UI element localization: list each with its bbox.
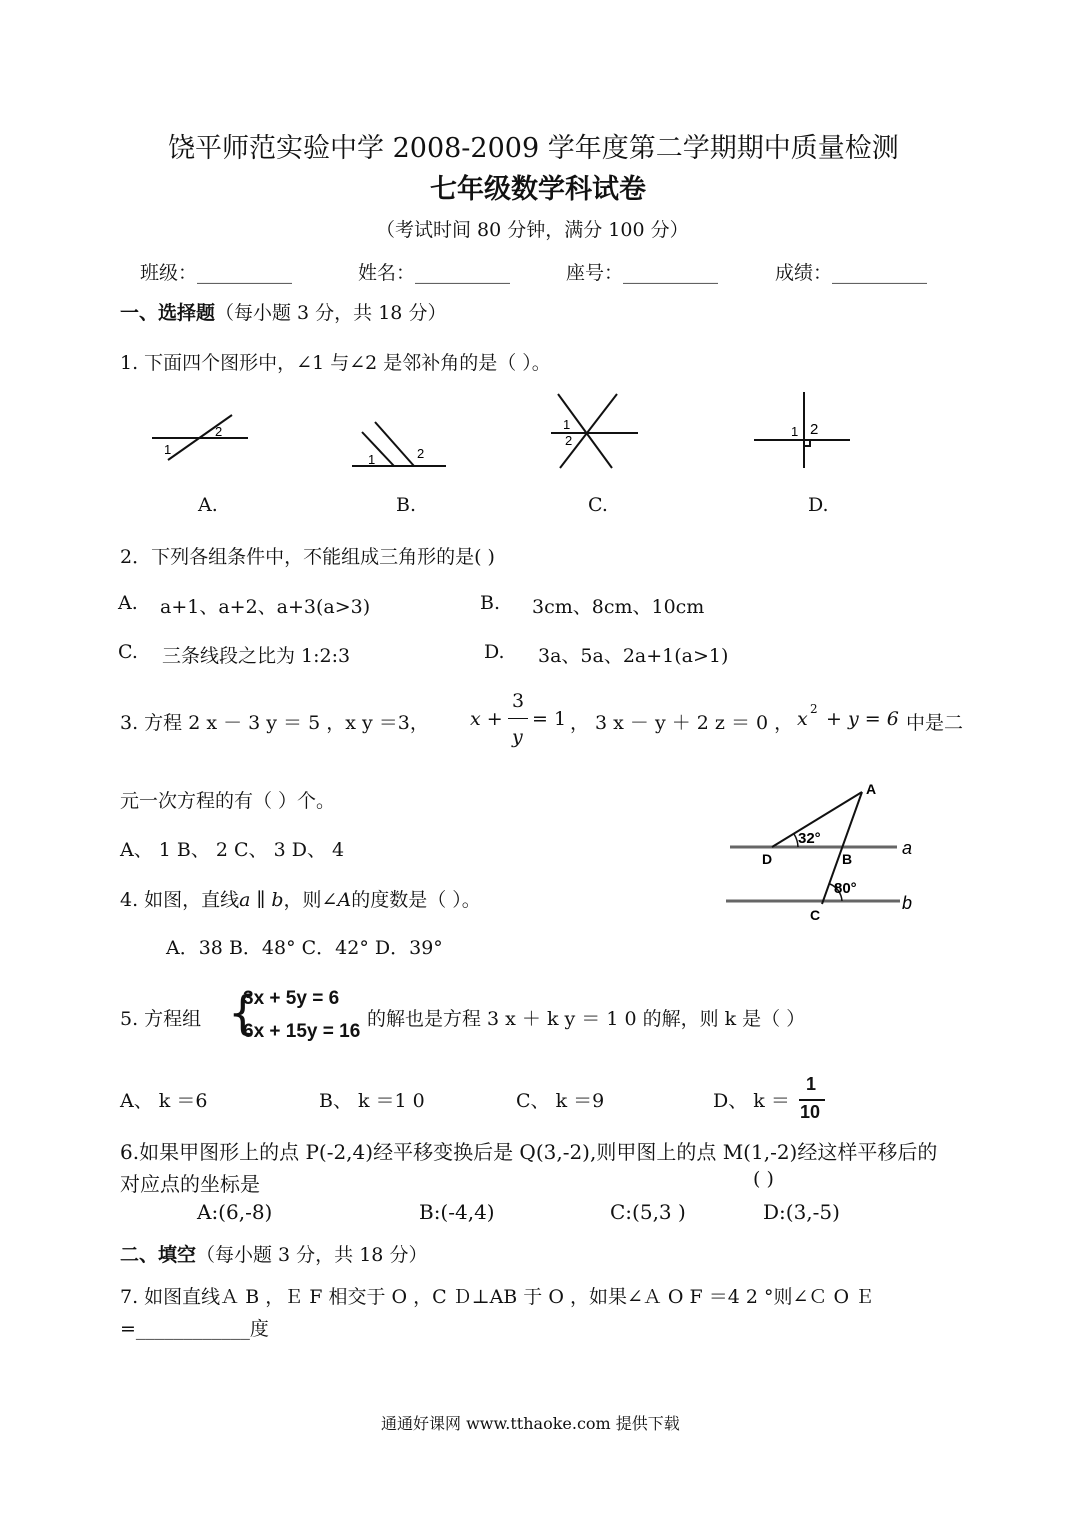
q3-lead: 3. 方程 2 x － 3 y ＝ 5 ，x y ＝3， bbox=[120, 712, 429, 734]
point-a-label: A bbox=[866, 781, 877, 797]
q1-b-mark-1: 1 bbox=[368, 452, 376, 467]
q4-parallel: ∥ bbox=[250, 889, 272, 911]
q6-line1: 6.如果甲图形上的点 P(-2,4)经平移变换后是 Q(3,-2),则甲图上的点 M(1,-2)经这样平移后的 bbox=[120, 1140, 938, 1164]
q6-paren: ( ) bbox=[753, 1168, 774, 1190]
page-footer: 通通好课网 www.tthaoke.com 提供下载 bbox=[381, 1414, 680, 1433]
section1-note: （每小题 3 分，共 18 分） bbox=[215, 302, 447, 324]
q4-options: A．38 B．48° C．42° D．39° bbox=[166, 937, 443, 959]
q3-options: A、 1 B、 2 C、 3 D、 4 bbox=[120, 839, 345, 861]
q2-option-b: 3cm、8cm、10cm bbox=[532, 596, 705, 618]
q5-option-d-num: 1 bbox=[806, 1074, 817, 1094]
point-d-label: D bbox=[762, 851, 773, 867]
q1-text: 1. 下面四个图形中，∠1 与∠2 是邻补角的是（ ）。 bbox=[120, 352, 551, 374]
q1-figures bbox=[0, 388, 1087, 498]
q5-option-d-den: 10 bbox=[800, 1102, 821, 1122]
q5-eq2: 6x + 15y = 16 bbox=[243, 1021, 361, 1042]
point-b-label: B bbox=[842, 851, 853, 867]
q3-frac-num: 3 bbox=[512, 690, 525, 712]
q4-line-a: a bbox=[239, 889, 251, 911]
q5-option-c: C、 k ＝9 bbox=[516, 1090, 605, 1112]
q5-option-d: D、 k ＝ bbox=[713, 1090, 790, 1112]
q4-angle-a: A bbox=[337, 889, 352, 911]
q6-option-b: B:(-4,4) bbox=[419, 1200, 495, 1224]
q2-option-d-letter: D. bbox=[484, 641, 505, 663]
q5-option-d-bar bbox=[799, 1099, 825, 1101]
q5-pre: 5. 方程组 bbox=[120, 1008, 202, 1030]
seat-field[interactable]: 座号：__________ bbox=[566, 262, 719, 284]
q3-line2: 元一次方程的有（ ）个。 bbox=[120, 790, 336, 812]
q6-option-a: A:(6,-8) bbox=[197, 1200, 273, 1224]
q2-text: 2．下列各组条件中，不能组成三角形的是( ) bbox=[120, 546, 495, 568]
angle-32-label: 32° bbox=[798, 830, 821, 847]
q2-option-a-letter: A. bbox=[118, 592, 138, 614]
q1-figure-b bbox=[352, 422, 446, 466]
section1-title: 一、选择题 bbox=[120, 302, 216, 324]
q1-a-mark-2: 2 bbox=[215, 424, 223, 439]
section1-heading bbox=[120, 298, 446, 325]
q3-frac-post: = 1 bbox=[532, 708, 567, 730]
q4-text-pre: 4. 如图，直线 bbox=[120, 889, 240, 911]
q2-option-b-letter: B. bbox=[480, 592, 501, 614]
q4-figure bbox=[722, 780, 952, 925]
q1-d-mark-1: 1 bbox=[791, 424, 799, 439]
score-field[interactable]: 成绩：__________ bbox=[775, 262, 928, 284]
q4-line-b: b bbox=[271, 889, 284, 911]
section2-heading bbox=[120, 1240, 427, 1267]
q6-line2: 对应点的坐标是 bbox=[120, 1172, 260, 1196]
q1-option-c: C. bbox=[588, 494, 608, 516]
q2-option-d: 3a、5a、2a+1(a>1) bbox=[538, 645, 729, 667]
q5-brace: { bbox=[228, 986, 258, 1040]
q2-option-c-letter: C. bbox=[118, 641, 138, 663]
angle-80-label: 80° bbox=[834, 880, 857, 897]
q4-text-post: 的度数是（ ）。 bbox=[351, 889, 481, 911]
q1-option-b: B. bbox=[396, 494, 417, 516]
q3-frac-bar bbox=[508, 718, 528, 719]
point-c-label: C bbox=[810, 907, 821, 923]
line-b-label: b bbox=[902, 893, 913, 913]
q1-c-mark-1: 1 bbox=[563, 417, 571, 432]
q1-d-mark-2: 2 bbox=[810, 421, 819, 438]
q1-b-mark-2: 2 bbox=[417, 446, 425, 461]
q3-mid: ， 3 x － y ＋ 2 z ＝ 0 ， bbox=[570, 712, 794, 734]
q1-figure-d bbox=[754, 392, 850, 468]
q1-a-mark-1: 1 bbox=[164, 442, 172, 457]
name-field[interactable]: 姓名：__________ bbox=[358, 262, 511, 284]
q4-text bbox=[120, 885, 481, 912]
section2-note: （每小题 3 分，共 18 分） bbox=[196, 1244, 428, 1266]
q1-c-mark-2: 2 bbox=[565, 433, 573, 448]
q6-option-c: C:(5,3 ) bbox=[610, 1200, 686, 1224]
exam-title: 七年级数学科试卷 bbox=[430, 174, 646, 205]
section2-title: 二、填空 bbox=[120, 1244, 197, 1266]
q7-line1: 7. 如图直线Ａ B ，Ｅ F 相交于 O ，C Ｄ⊥AB 于 O ，如果∠Ａ O F ＝4 2 °则∠Ｃ O Ｅ bbox=[120, 1286, 875, 1308]
q5-eq1: 3x + 5y = 6 bbox=[243, 988, 340, 1009]
q1-option-a: A. bbox=[198, 494, 218, 516]
q3-frac-pre: x + bbox=[470, 708, 503, 730]
q5-post: 的解也是方程 3 x ＋ k y ＝ 1 0 的解，则 k 是（ ） bbox=[367, 1008, 806, 1030]
q2-option-a: a+1、a+2、a+3(a>3) bbox=[160, 596, 371, 618]
q7-line2: =____________度 bbox=[120, 1318, 269, 1340]
q3-tail: 中是二 bbox=[906, 712, 964, 734]
q4-text-mid: ，则∠ bbox=[283, 889, 338, 911]
school-title: 饶平师范实验中学 2008-2009 学年度第二学期期中质量检测 bbox=[168, 133, 899, 164]
q5-option-a: A、 k ＝6 bbox=[120, 1090, 208, 1112]
q3-sq-base: x bbox=[797, 708, 808, 730]
q5-option-b: B、 k ＝1 0 bbox=[319, 1090, 425, 1112]
q3-frac-den: y bbox=[512, 726, 523, 748]
q3-sq-rest: + y = 6 bbox=[826, 708, 899, 730]
q3-sq-exp: 2 bbox=[810, 702, 818, 716]
exam-subtitle: （考试时间 80 分钟，满分 100 分） bbox=[376, 219, 689, 241]
class-field[interactable]: 班级：__________ bbox=[140, 262, 293, 284]
q6-option-d: D:(3,-5) bbox=[763, 1200, 840, 1224]
q1-option-d: D. bbox=[808, 494, 829, 516]
line-a-label: a bbox=[902, 838, 913, 858]
q2-option-c: 三条线段之比为 1:2:3 bbox=[162, 645, 351, 667]
